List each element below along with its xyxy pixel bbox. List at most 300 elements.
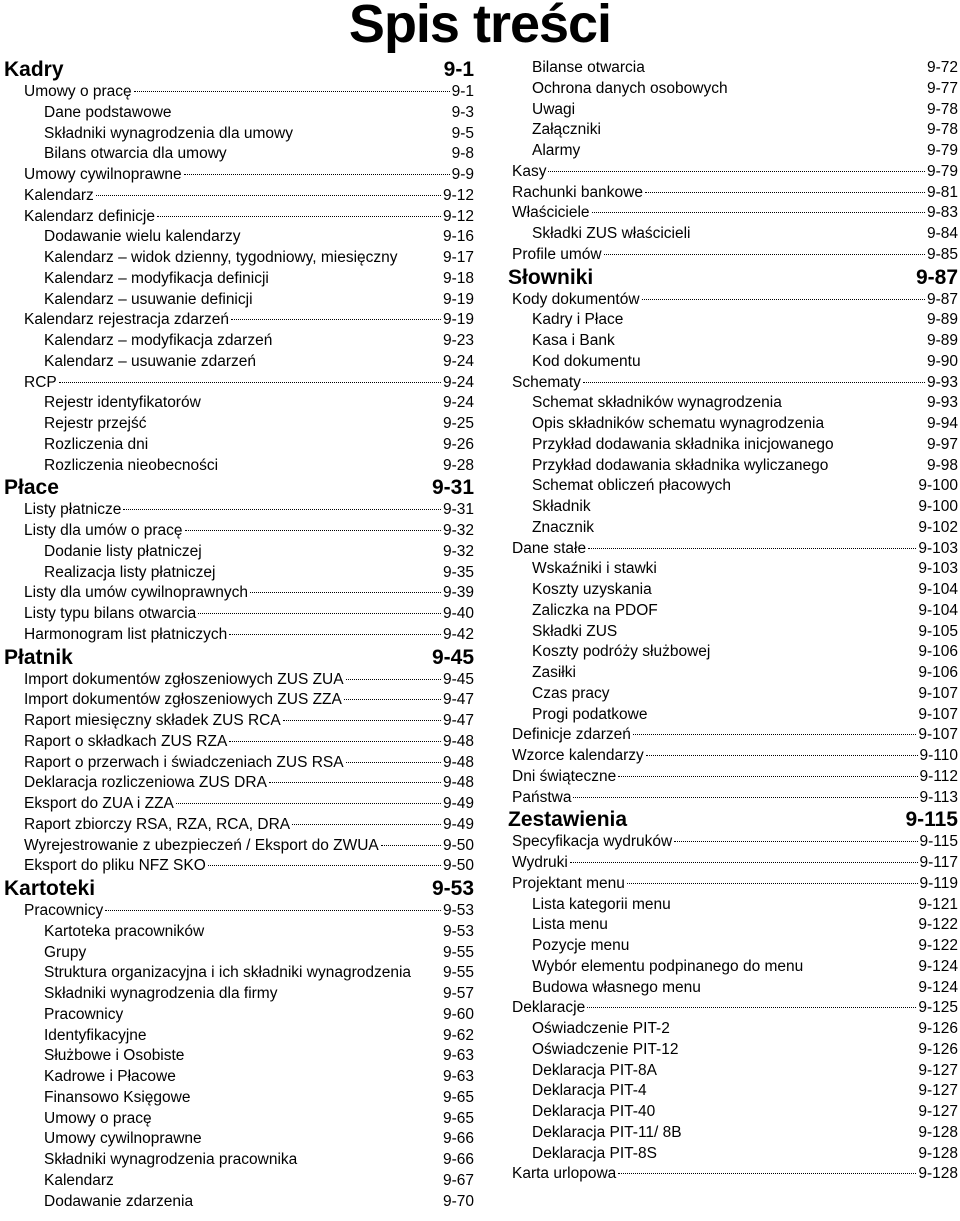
entry-title: Alarmy [532, 142, 581, 159]
dot-leader [633, 734, 916, 735]
entry-title: Rozliczenia dni [44, 435, 149, 453]
toc-entry[interactable] [508, 936, 958, 957]
dot-leader [105, 910, 441, 911]
page-number: 9-66 [442, 1151, 474, 1168]
toc-entry[interactable] [508, 352, 958, 373]
toc-entry[interactable] [508, 141, 958, 162]
dot-leader [198, 613, 441, 614]
toc-entry[interactable] [508, 435, 958, 456]
dot-leader [642, 299, 925, 300]
toc-entry[interactable] [508, 874, 958, 895]
page-number: 9-40 [442, 605, 474, 622]
entry-title: Struktura organizacyjna i ich składniki wynagrodzenia [44, 964, 412, 982]
toc-entry[interactable] [4, 269, 474, 290]
toc-entry[interactable] [508, 476, 958, 497]
toc-entry[interactable] [4, 352, 474, 373]
toc-entry[interactable] [508, 393, 958, 414]
page-number: 9-107 [918, 726, 958, 744]
toc-entry[interactable] [508, 497, 958, 518]
entry-title: Karta urlopowa [512, 1165, 617, 1183]
page-number: 9-55 [442, 943, 474, 961]
toc-section-heading[interactable] [4, 646, 474, 670]
page-number: 9-94 [926, 415, 958, 432]
entry-title: Dni świąteczne [512, 767, 617, 785]
dot-leader [627, 883, 918, 884]
page-number: 9-53 [431, 877, 474, 900]
page-number: 9-112 [919, 767, 958, 785]
entry-title: Kalendarz – widok dzienny, tygodniowy, miesięczny [44, 249, 398, 266]
page-number: 9-121 [918, 895, 958, 913]
toc-entry[interactable] [508, 746, 958, 767]
page-number: 9-19 [442, 311, 474, 329]
page-number: 9-126 [918, 1040, 958, 1058]
entry-title: Grupy [44, 943, 87, 961]
page-number: 9-119 [919, 874, 958, 892]
entry-title: Dane stałe [512, 539, 587, 557]
page-number: 9-49 [442, 795, 474, 812]
toc-entry[interactable] [4, 435, 474, 456]
toc-entry[interactable] [508, 1164, 958, 1185]
dot-leader [645, 192, 925, 193]
toc-entry[interactable] [4, 373, 474, 394]
toc-entry[interactable] [508, 853, 958, 874]
page-number: 9-128 [918, 1165, 958, 1183]
entry-title: Bilans otwarcia dla umowy [44, 145, 227, 163]
toc-right-column [508, 58, 958, 1185]
toc-entry[interactable] [4, 773, 474, 794]
page-number: 9-128 [918, 1144, 958, 1162]
entry-title: Służbowe i Osobiste [44, 1047, 185, 1065]
dot-leader [573, 797, 917, 798]
toc-entry[interactable] [4, 144, 474, 165]
page-number: 9-70 [442, 1192, 474, 1210]
entry-title: Wydruki [512, 854, 568, 871]
toc-entry[interactable] [4, 604, 474, 625]
entry-title: Schematy [512, 373, 581, 391]
toc-entry[interactable] [508, 915, 958, 936]
entry-title: Kalendarz [24, 186, 94, 204]
toc-entry[interactable] [508, 518, 958, 539]
entry-title: Kod dokumentu [532, 352, 641, 370]
toc-entry[interactable] [508, 539, 958, 560]
entry-title: Lista menu [532, 916, 608, 934]
entry-title: Realizacja listy płatniczej [44, 563, 216, 581]
page-number: 9-50 [442, 836, 474, 854]
page-number: 9-124 [918, 978, 958, 996]
toc-section-heading[interactable] [508, 266, 958, 290]
page-number: 9-78 [926, 121, 958, 139]
entry-title: Umowy o pracę [24, 83, 132, 100]
entry-title: Schemat obliczeń płacowych [532, 477, 732, 495]
page-number: 9-103 [918, 539, 958, 557]
toc-section-heading[interactable] [4, 476, 474, 500]
page-number: 9-18 [442, 269, 474, 287]
toc-entry[interactable] [508, 245, 958, 266]
page-number: 9-107 [918, 705, 958, 723]
toc-entry[interactable] [508, 998, 958, 1019]
page-number: 9-48 [442, 753, 474, 771]
toc-entry[interactable] [4, 456, 474, 477]
entry-title: Koszty uzyskania [532, 581, 652, 598]
page-number: 9-23 [442, 332, 474, 349]
dot-leader [592, 212, 925, 213]
page-number: 9-32 [442, 542, 474, 560]
page-number: 9-26 [442, 435, 474, 453]
toc-entry[interactable] [508, 725, 958, 746]
toc-entry[interactable] [508, 622, 958, 643]
entry-title: Wybór elementu podpinanego do menu [532, 957, 804, 975]
toc-entry[interactable] [4, 901, 474, 922]
entry-title: Deklaracja PIT-11/ 8B [532, 1123, 682, 1141]
entry-title: Ochrona danych osobowych [532, 79, 728, 97]
page-number: 9-55 [442, 964, 474, 982]
entry-title: Pracownicy [44, 1005, 124, 1023]
page-number: 9-25 [442, 415, 474, 432]
toc-entry[interactable] [4, 82, 474, 103]
entry-title: Listy dla umów o pracę [24, 522, 183, 539]
page-number: 9-93 [926, 394, 958, 412]
entry-title: Bilanse otwarcia [532, 59, 645, 76]
page-number: 9-104 [918, 601, 958, 619]
entry-title: Koszty podróży służbowej [532, 643, 711, 661]
entry-title: Składniki wynagrodzenia dla umowy [44, 124, 293, 142]
toc-entry[interactable] [508, 373, 958, 394]
toc-entry[interactable] [4, 963, 474, 984]
page-number: 9-47 [442, 691, 474, 709]
page-number: 9-115 [919, 833, 958, 851]
entry-title: Zasiłki [532, 664, 576, 681]
toc-entry[interactable] [508, 832, 958, 853]
entry-title: Oświadczenie PIT-2 [532, 1020, 670, 1037]
page-number: 9-125 [918, 999, 958, 1017]
toc-entry[interactable] [4, 290, 474, 311]
dot-leader [157, 216, 441, 217]
toc-entry[interactable] [4, 521, 474, 542]
entry-title: Budowa własnego menu [532, 978, 701, 996]
dot-leader [134, 91, 450, 92]
toc-entry[interactable] [4, 310, 474, 331]
page-number: 9-97 [926, 435, 958, 453]
page-number: 9-5 [451, 124, 474, 142]
entry-title: Deklaracja PIT-40 [532, 1103, 656, 1120]
toc-entry[interactable] [508, 601, 958, 622]
toc-section-heading[interactable] [4, 877, 474, 901]
entry-title: Eksport do pliku NFZ SKO [24, 857, 206, 875]
page-number: 9-57 [442, 985, 474, 1002]
page-number: 9-90 [926, 352, 958, 370]
dot-leader [548, 171, 925, 172]
toc-entry[interactable] [508, 1040, 958, 1061]
page-number: 9-113 [919, 788, 958, 806]
toc-entry[interactable] [4, 690, 474, 711]
entry-title: Wyrejestrowanie z ubezpieczeń / Eksport do ZWUA [24, 836, 379, 854]
entry-title: Kody dokumentów [512, 290, 640, 308]
page-number: 9-24 [442, 373, 474, 391]
dot-leader [250, 592, 441, 593]
page-number: 9-89 [926, 311, 958, 329]
toc-entry[interactable] [508, 580, 958, 601]
toc-entry[interactable] [508, 1081, 958, 1102]
toc-entry[interactable] [4, 794, 474, 815]
toc-section-heading[interactable] [4, 58, 474, 82]
toc-entry[interactable] [508, 642, 958, 663]
section-title: Zestawienia [508, 808, 628, 832]
entry-title: Eksport do ZUA i ZZA [24, 795, 174, 812]
page-number: 9-79 [926, 162, 958, 180]
toc-entry[interactable] [4, 500, 474, 521]
entry-title: Uwagi [532, 100, 576, 118]
page-number: 9-47 [442, 712, 474, 729]
page-number: 9-63 [442, 1068, 474, 1085]
dot-leader [381, 845, 441, 846]
toc-entry[interactable] [4, 711, 474, 732]
page-number: 9-84 [926, 225, 958, 242]
toc-entry[interactable] [508, 1061, 958, 1082]
page-title: Spis treści [348, 0, 612, 54]
toc-entry[interactable] [4, 1026, 474, 1047]
toc-entry[interactable] [4, 943, 474, 964]
toc-entry[interactable] [4, 1046, 474, 1067]
page-number: 9-87 [926, 290, 958, 308]
entry-title: Pracownicy [24, 902, 104, 919]
page-number: 9-65 [442, 1088, 474, 1106]
toc-entry[interactable] [4, 165, 474, 186]
toc-entry[interactable] [4, 856, 474, 877]
entry-title: Raport miesięczny składek ZUS RCA [24, 712, 281, 729]
dot-leader [292, 824, 441, 825]
entry-title: Zaliczka na PDOF [532, 601, 658, 619]
entry-title: Kasy [512, 162, 547, 180]
toc-entry[interactable] [4, 1192, 474, 1213]
dot-leader [346, 679, 441, 680]
page-number: 9-45 [442, 670, 474, 688]
page-number: 9-28 [442, 456, 474, 474]
dot-leader [346, 762, 441, 763]
toc-entry[interactable] [4, 563, 474, 584]
entry-title: Raport o przerwach i świadczeniach ZUS RSA [24, 753, 344, 771]
toc-entry[interactable] [508, 79, 958, 100]
page-number: 9-124 [918, 957, 958, 975]
dot-leader [185, 530, 441, 531]
toc-entry[interactable] [4, 331, 474, 352]
toc-entry[interactable] [4, 1129, 474, 1150]
toc-entry[interactable] [508, 290, 958, 311]
toc-entry[interactable] [4, 227, 474, 248]
toc-entry[interactable] [4, 1109, 474, 1130]
page-number: 9-126 [918, 1020, 958, 1037]
page-number: 9-93 [926, 373, 958, 391]
page-number: 9-105 [918, 622, 958, 640]
entry-title: Umowy cywilnoprawne [44, 1130, 202, 1148]
dot-leader [344, 699, 441, 700]
page-number: 9-53 [442, 922, 474, 940]
dot-leader [229, 741, 441, 742]
entry-title: Opis składników schematu wynagrodzenia [532, 415, 825, 432]
entry-title: Deklaracje [512, 999, 586, 1017]
entry-title: Rozliczenia nieobecności [44, 456, 219, 474]
dot-leader [583, 382, 925, 383]
entry-title: Kalendarz – modyfikacja definicji [44, 269, 269, 287]
page-number: 9-48 [442, 774, 474, 792]
section-title: Płace [4, 476, 59, 500]
entry-title: Import dokumentów zgłoszeniowych ZUS ZZA [24, 691, 342, 709]
entry-title: RCP [24, 373, 57, 391]
toc-entry[interactable] [4, 186, 474, 207]
toc-entry[interactable] [4, 583, 474, 604]
toc-section-heading[interactable] [508, 808, 958, 832]
toc-entry[interactable] [4, 815, 474, 836]
toc-entry[interactable] [508, 978, 958, 999]
page-number: 9-65 [442, 1109, 474, 1127]
page-number: 9-19 [442, 290, 474, 308]
entry-title: Kadrowe i Płacowe [44, 1068, 176, 1085]
page-number: 9-12 [442, 207, 474, 225]
toc-entry[interactable] [4, 414, 474, 435]
toc-entry[interactable] [508, 331, 958, 352]
dot-leader [588, 548, 916, 549]
toc-entry[interactable] [4, 1150, 474, 1171]
toc-entry[interactable] [508, 414, 958, 435]
toc-entry[interactable] [4, 836, 474, 857]
toc-entry[interactable] [508, 1144, 958, 1165]
toc-entry[interactable] [508, 100, 958, 121]
toc-entry[interactable] [4, 542, 474, 563]
toc-entry[interactable] [508, 767, 958, 788]
entry-title: Składniki wynagrodzenia pracownika [44, 1151, 298, 1168]
page-number: 9-63 [442, 1047, 474, 1065]
entry-title: Dodanie listy płatniczej [44, 542, 202, 560]
toc-entry[interactable] [4, 124, 474, 145]
toc-entry[interactable] [4, 922, 474, 943]
toc-entry[interactable] [508, 788, 958, 809]
section-title: Słowniki [508, 265, 594, 289]
toc-entry[interactable] [508, 705, 958, 726]
dot-leader [231, 319, 441, 320]
page-number: 9-39 [442, 584, 474, 602]
toc-entry[interactable] [4, 393, 474, 414]
entry-title: Projektant menu [512, 874, 625, 892]
toc-entry[interactable] [4, 1088, 474, 1109]
toc-entry[interactable] [508, 183, 958, 204]
toc-entry[interactable] [508, 203, 958, 224]
entry-title: Kasa i Bank [532, 332, 615, 349]
toc-entry[interactable] [4, 1171, 474, 1192]
page-number: 9-100 [918, 477, 958, 495]
toc-entry[interactable] [4, 984, 474, 1005]
toc-entry[interactable] [508, 957, 958, 978]
page-number: 9-81 [926, 183, 958, 201]
entry-title: Składnik [532, 498, 591, 515]
entry-title: Umowy o pracę [44, 1109, 152, 1127]
toc-entry[interactable] [4, 753, 474, 774]
page-number: 9-78 [926, 100, 958, 118]
page-number: 9-32 [442, 522, 474, 539]
toc-entry[interactable] [508, 1123, 958, 1144]
toc-entry[interactable] [4, 625, 474, 646]
page-number: 9-127 [918, 1082, 958, 1100]
dot-leader [208, 865, 441, 866]
page-number: 9-8 [451, 145, 474, 163]
toc-entry[interactable] [508, 1019, 958, 1040]
entry-title: Właściciele [512, 204, 590, 222]
toc-entry[interactable] [4, 732, 474, 753]
toc-entry[interactable] [508, 1102, 958, 1123]
toc-entry[interactable] [508, 895, 958, 916]
entry-title: Kalendarz – modyfikacja zdarzeń [44, 332, 273, 349]
page-number: 9-1 [443, 58, 474, 81]
page-number: 9-127 [918, 1061, 958, 1079]
dot-leader [176, 803, 441, 804]
toc-entry[interactable] [508, 120, 958, 141]
page-number: 9-87 [915, 265, 958, 289]
page-number: 9-53 [442, 902, 474, 919]
dot-leader [59, 382, 441, 383]
page-number: 9-49 [442, 815, 474, 833]
toc-entry[interactable] [4, 207, 474, 228]
toc-entry[interactable] [508, 684, 958, 705]
entry-title: Kalendarz – usuwanie zdarzeń [44, 352, 256, 370]
page-number: 9-102 [918, 518, 958, 536]
page-number: 9-100 [918, 498, 958, 515]
toc-entry[interactable] [4, 1067, 474, 1088]
entry-title: Składki ZUS właścicieli [532, 225, 691, 242]
entry-title: Składniki wynagrodzenia dla firmy [44, 985, 278, 1002]
toc-entry[interactable] [4, 670, 474, 691]
page-number: 9-3 [451, 103, 474, 121]
entry-title: Oświadczenie PIT-12 [532, 1040, 679, 1058]
page-number: 9-24 [442, 394, 474, 412]
entry-title: Rejestr identyfikatorów [44, 394, 201, 412]
toc-entry[interactable] [508, 224, 958, 245]
entry-title: Znacznik [532, 518, 595, 536]
entry-title: Państwa [512, 788, 572, 806]
page-number: 9-98 [926, 456, 958, 474]
page-number: 9-17 [442, 249, 474, 266]
entry-title: Dane podstawowe [44, 103, 172, 121]
entry-title: Kartoteka pracowników [44, 922, 205, 940]
dot-leader [96, 195, 441, 196]
toc-entry[interactable] [508, 162, 958, 183]
entry-title: Import dokumentów zgłoszeniowych ZUS ZUA [24, 670, 344, 688]
page-number: 9-35 [442, 563, 474, 581]
page-number: 9-50 [442, 857, 474, 875]
page-number: 9-127 [918, 1103, 958, 1120]
entry-title: Rejestr przejść [44, 415, 147, 432]
toc-entry[interactable] [508, 559, 958, 580]
page-number: 9-1 [451, 83, 474, 100]
dot-leader [604, 254, 925, 255]
entry-title: Pozycje menu [532, 937, 630, 954]
toc-entry[interactable] [508, 663, 958, 684]
entry-title: Deklaracja rozliczeniowa ZUS DRA [24, 774, 267, 792]
entry-title: Deklaracja PIT-4 [532, 1082, 647, 1100]
toc-entry[interactable] [508, 58, 958, 79]
dot-leader [283, 720, 441, 721]
toc-entry[interactable] [508, 310, 958, 331]
page-number: 9-48 [442, 732, 474, 750]
page-number: 9-62 [442, 1026, 474, 1044]
page-number: 9-117 [919, 854, 958, 871]
page-number: 9-106 [918, 664, 958, 681]
toc-entry[interactable] [4, 103, 474, 124]
page-number: 9-42 [442, 625, 474, 643]
entry-title: Dodawanie wielu kalendarzy [44, 228, 241, 246]
entry-title: Umowy cywilnoprawne [24, 166, 182, 183]
toc-entry[interactable] [4, 248, 474, 269]
toc-entry[interactable] [508, 456, 958, 477]
entry-title: Listy dla umów cywilnoprawnych [24, 584, 248, 602]
toc-entry[interactable] [4, 1005, 474, 1026]
